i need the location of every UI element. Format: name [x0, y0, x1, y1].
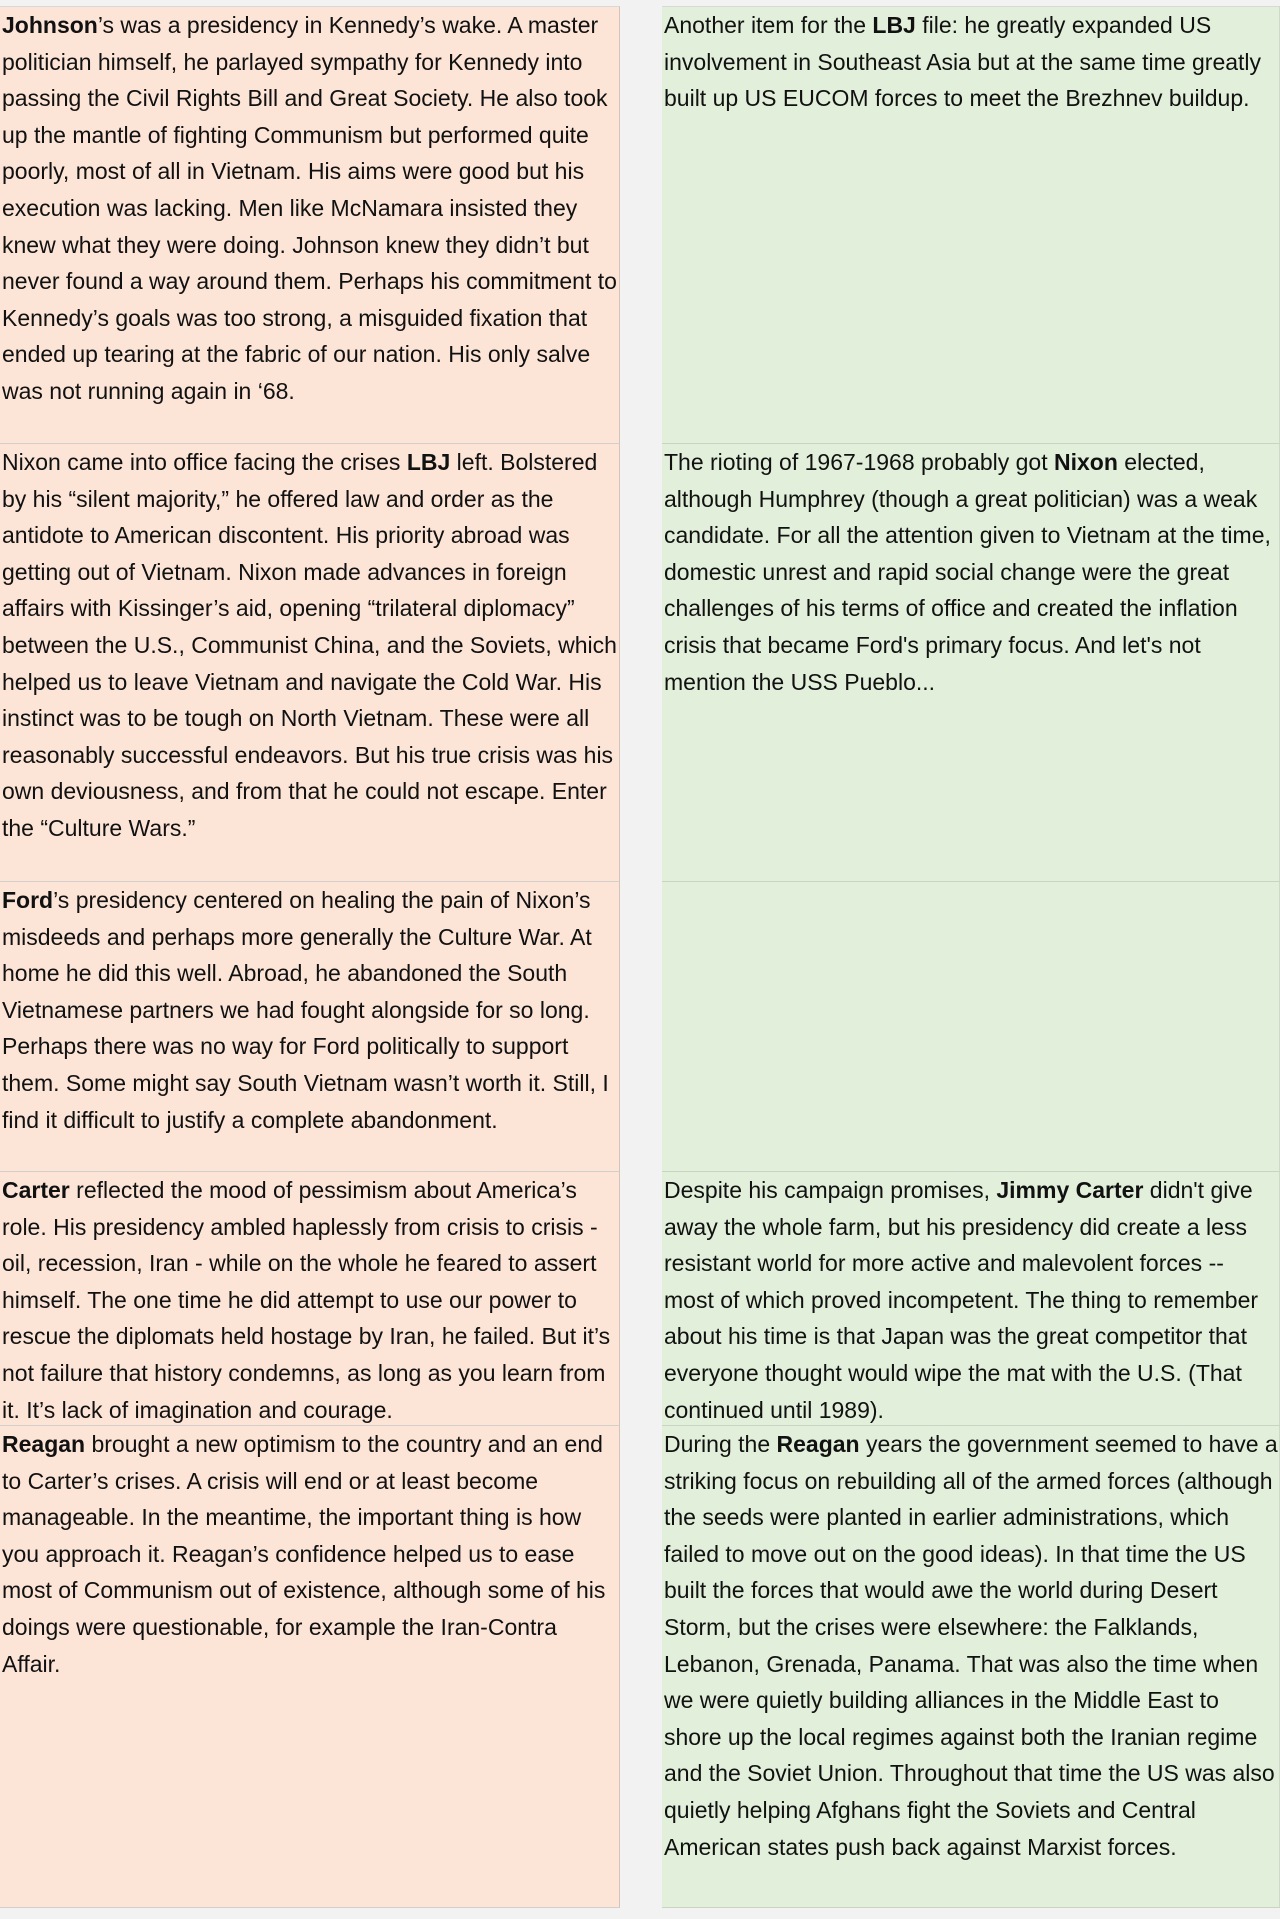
right-cell-johnson	[662, 6, 1280, 444]
president-name: Reagan	[776, 1431, 860, 1457]
table-row-nixon	[0, 444, 1280, 882]
cell-text: Despite his campaign promises,	[664, 1177, 997, 1203]
comparison-table	[0, 6, 1280, 1908]
left-cell-johnson	[0, 6, 620, 444]
president-name: Ford	[2, 887, 54, 913]
table-row-reagan	[0, 1426, 1280, 1908]
left-cell-nixon	[0, 444, 620, 882]
left-cell-carter	[0, 1172, 620, 1426]
cell-text: brought a new optimism to the country and an end to Carter’s crises. A crisis will end or at least become manageable. In the meantime, the important thing is how you approach it. Reagan’s confidence helped us to ease most of Communism out of existence, although some of his doings were questionable, for example the Iran-Contra Affair.	[2, 1431, 606, 1677]
cell-text: file: he greatly expanded US involvement in Southeast Asia but at the same time greatly built up US EUCOM forces to meet the Brezhnev buildup.	[664, 12, 1262, 112]
right-cell-carter	[662, 1172, 1280, 1426]
cell-text: The rioting of 1967-1968 probably got	[664, 449, 1054, 475]
president-name: Reagan	[2, 1431, 86, 1457]
left-cell-ford	[0, 882, 620, 1172]
cell-text: didn't give away the whole farm, but his presidency did create a less resistant world for more active and malevolent forces -- most of which proved incompetent. The thing to remember about his time is that Japan was the great competitor that everyone thought would wipe the mat with the U.S. (That continued until 1989).	[664, 1177, 1259, 1423]
president-name: LBJ	[406, 449, 451, 475]
president-name: LBJ	[872, 12, 916, 38]
cell-text: years the government seemed to have a striking focus on rebuilding all of the armed forces (although the seeds were planted in earlier administrations, which failed to move out on the good ideas). In that time the US built the forces that would awe the world during Desert Storm, but the crises were elsewhere: the Falklands, Lebanon, Grenada, Panama. That was also the time when we were quietly building alliances in the Middle East to shore up the local regimes against both the Iranian regime and the Soviet Union. Throughout that time the US was also quietly helping Afghans fight the Soviets and Central American states push back against Marxist forces.	[664, 1431, 1278, 1860]
right-cell-ford-empty	[662, 882, 1280, 1172]
cell-text: During the	[664, 1431, 777, 1457]
president-name: Nixon	[1054, 449, 1118, 475]
cell-text: ’s presidency centered on healing the pain of Nixon’s misdeeds and perhaps more generally the Culture War. At home he did this well. Abroad, he abandoned the South Vietnamese partners we had fought alongside for so long. Perhaps there was no way for Ford politically to support them. Some might say South Vietnam wasn’t worth it. Still, I find it difficult to justify a complete abandonment.	[2, 887, 609, 1133]
cell-text: left. Bolstered by his “silent majority,” he offered law and order as the antidote to American discontent. His priority abroad was getting out of Vietnam. Nixon made advances in foreign affairs with Kissinger’s aid, opening “trilateral diplomacy” between the U.S., Communist China, and the Soviets, which helped us to leave Vietnam and navigate the Cold War. His instinct was to be tough on North Vietnam. These were all reasonably successful endeavors. But his true crisis was his own deviousness, and from that he could not escape. Enter the “Culture Wars.”	[2, 449, 617, 841]
cell-text: Another item for the	[664, 12, 873, 38]
cell-text: Nixon came into office facing the crises	[2, 449, 407, 475]
cell-text: ’s was a presidency in Kennedy’s wake. A master politician himself, he parlayed sympathy for Kennedy into passing the Civil Rights Bill and Great Society. He also took up the mantle of fighting Communism but performed quite poorly, most of all in Vietnam. His aims were good but his execution was lacking. Men like McNamara insisted they knew what they were doing. Johnson knew they didn’t but never found a way around them. Perhaps his commitment to Kennedy’s goals was too strong, a misguided fixation that ended up tearing at the fabric of our nation. His only salve was not running again in ‘68.	[2, 12, 617, 404]
table-row-ford	[0, 882, 1280, 1172]
right-cell-reagan	[662, 1426, 1280, 1908]
right-cell-nixon	[662, 444, 1280, 882]
president-name: Jimmy Carter	[996, 1177, 1144, 1203]
cell-text: reflected the mood of pessimism about America’s role. His presidency ambled haplessly from crisis to crisis - oil, recession, Iran - while on the whole he feared to assert himself. The one time he did attempt to use our power to rescue the diplomats held hostage by Iran, he failed. But it’s not failure that history condemns, as long as you learn from it. It’s lack of imagination and courage.	[2, 1177, 611, 1423]
table-row-carter	[0, 1172, 1280, 1426]
president-name: Johnson	[2, 12, 98, 38]
president-name: Carter	[2, 1177, 70, 1203]
cell-text: elected, although Humphrey (though a great politician) was a weak candidate. For all the attention given to Vietnam at the time, domestic unrest and rapid social change were the great challenges of his terms of office and created the inflation crisis that became Ford's primary focus. And let's not mention the USS Pueblo...	[664, 449, 1271, 695]
table-row-johnson	[0, 6, 1280, 444]
left-cell-reagan	[0, 1426, 620, 1908]
